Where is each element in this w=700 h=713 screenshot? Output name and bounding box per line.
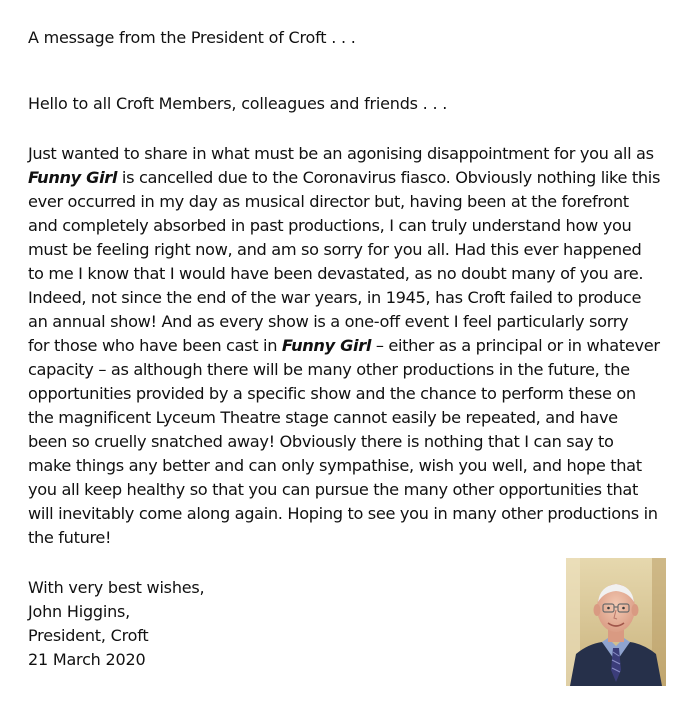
body-line-14: make things any better and can only sympathise, wish you well, and hope that	[28, 456, 642, 475]
signoff-role: President, Croft	[28, 626, 149, 645]
body-line-6: to me I know that I would have been devastated, as no doubt many of you are.	[28, 264, 644, 283]
body-line-9-text-b: – either as a principal or in whatever	[371, 336, 660, 355]
signoff-closing: With very best wishes,	[28, 578, 205, 597]
body-line-7: Indeed, not since the end of the war years, in 1945, has Croft failed to produce	[28, 288, 642, 307]
show-title-repeat: Funny Girl	[281, 336, 372, 355]
body-line-9-text-a: for those who have been cast in	[28, 336, 282, 355]
body-line-17: the future!	[28, 528, 112, 547]
body-line-1: Just wanted to share in what must be an agonising disappointment for you all as	[28, 144, 654, 163]
body-line-15: you all keep healthy so that you can pursue the many other opportunities that	[28, 480, 638, 499]
show-title: Funny Girl	[28, 168, 118, 187]
body-line-3: ever occurred in my day as musical director but, having been at the forefront	[28, 192, 629, 211]
signoff-date: 21 March 2020	[28, 650, 146, 669]
body-line-5: must be feeling right now, and am so sorry for you all. Had this ever happened	[28, 240, 642, 259]
president-portrait	[566, 558, 666, 686]
body-line-16: will inevitably come along again. Hoping to see you in many other productions in	[28, 504, 658, 523]
signoff-name: John Higgins,	[28, 602, 131, 621]
portrait-illustration	[566, 558, 666, 686]
body-line-12: the magnificent Lyceum Theatre stage cannot easily be repeated, and have	[28, 408, 618, 427]
letter-greeting: Hello to all Croft Members, colleagues and friends . . .	[28, 94, 448, 113]
body-line-9	[28, 334, 660, 358]
body-line-10: capacity – as although there will be many other productions in the future, the	[28, 360, 630, 379]
body-line-8: an annual show! And as every show is a one-off event I feel particularly sorry	[28, 312, 629, 331]
body-line-11: opportunities provided by a specific show and the chance to perform these on	[28, 384, 636, 403]
body-line-4: and completely absorbed in past productions, I can truly understand how you	[28, 216, 632, 235]
body-line-13: been so cruelly snatched away! Obviously there is nothing that I can say to	[28, 432, 614, 451]
letter-heading: A message from the President of Croft . . .	[28, 28, 356, 47]
body-line-2-text: is cancelled due to the Coronavirus fiasco. Obviously nothing like this	[117, 168, 661, 187]
body-line-2	[28, 166, 660, 190]
